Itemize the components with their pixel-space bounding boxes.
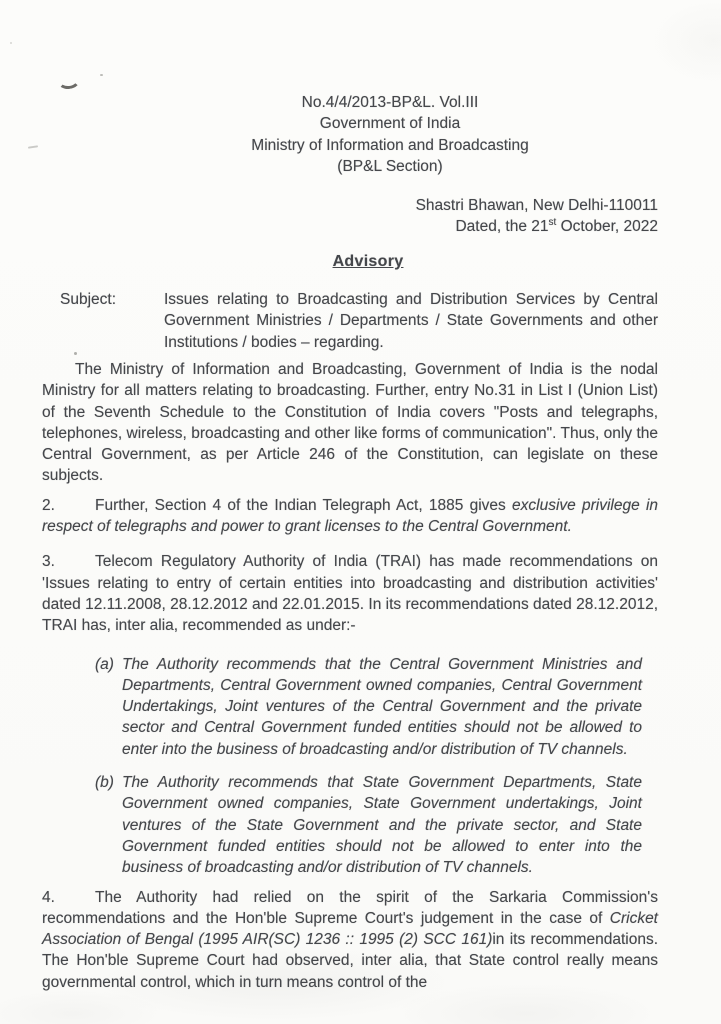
- reference-number: No.4/4/2013-BP&L. Vol.III: [301, 94, 479, 111]
- paragraph-2: [42, 495, 658, 538]
- scan-speck: [28, 145, 38, 148]
- paragraph-2-number: 2.: [42, 496, 55, 514]
- paragraph-4: [42, 887, 658, 993]
- date-suffix: October, 2022: [556, 218, 658, 236]
- address-line: Shastri Bhawan, New Delhi-110011: [415, 197, 658, 215]
- letter-content: [42, 92, 658, 993]
- recommendation-item-a: [95, 654, 642, 760]
- paragraph-3-text: Telecom Regulatory Authority of India (TRAI) has made recommendations on 'Issues relating to entry of certain entities into broadcasting and distribution activities' dated 12.11.2008, 28.12.2012 and 22.01.2015. In its recommendations dated 28.12.2012, TRAI has, inter alia, recommended as under:-: [42, 553, 658, 635]
- paragraph-1-text: The Ministry of Information and Broadcasting, Government of India is the nodal Ministry for all matters relating to broadcasting. Further, entry No.31 in List I (Union List) of the Seventh Schedule to the Constitution of India covers "Posts and telegraphs, telephones, wireless, broadcasting and other like forms of communication". Thus, only the Central Government, as per Article 246 of the Constitution, can legislate on these subjects.: [42, 360, 658, 485]
- item-a-label: (a): [95, 655, 114, 673]
- paragraph-3: [42, 551, 658, 636]
- document-title-row: [60, 251, 676, 272]
- paragraph-4-italic: Cricket Association of Bengal (1995 AIR(SC) 1236 :: 1995 (2) SCC 161): [42, 909, 658, 949]
- paragraph-4-text-2: in its recommendations. The Hon'ble Supreme Court had observed, inter alia, that State control really means governmental control, which in turn means control of the: [42, 931, 659, 991]
- section-name: (BP&L Section): [337, 157, 443, 175]
- paragraph-3-number: 3.: [42, 553, 55, 571]
- date-ordinal: st: [548, 217, 557, 229]
- recommendation-item-b: [95, 772, 642, 878]
- document-title: Advisory: [332, 252, 404, 270]
- subject-block: [42, 289, 658, 353]
- item-a-text: The Authority recommends that the Central Government Ministries and Departments, Central Government owned companies, Central Government Undertakings, Joint ventures of the Central Government and the private sector and Central Government funded entities should not be allowed to enter into the business of broadcasting and/or distribution of TV channels.: [122, 655, 642, 758]
- date-line: [42, 216, 658, 237]
- org-name: Government of India: [319, 115, 461, 133]
- paragraph-1: [42, 359, 658, 487]
- paragraph-2-italic: exclusive privilege in respect of telegraphs and power to grant licenses to the Central Government.: [42, 496, 659, 536]
- paragraph-4-number: 4.: [42, 888, 55, 906]
- item-b-text: The Authority recommends that State Government Departments, State Government owned companies, State Government undertakings, Joint ventures of the State Government and the private sector, and State Government funded entities should not be allowed to enter into the business of broadcasting and/or distribution of TV channels.: [122, 774, 642, 877]
- letterhead: [82, 92, 698, 177]
- scan-speck: [10, 42, 12, 44]
- date-prefix: Dated, the 21: [455, 218, 549, 236]
- item-b-label: (b): [95, 774, 114, 792]
- paragraph-4-text-1: The Authority had relied on the spirit of the Sarkaria Commission's recommendations and the Hon'ble Supreme Court's judgement in the case of: [42, 888, 658, 927]
- ministry-name: Ministry of Information and Broadcasting: [251, 136, 529, 154]
- subject-label: Subject:: [60, 291, 117, 309]
- subject-text: Issues relating to Broadcasting and Distribution Services by Central Government Ministries / Departments / State Governments and other Institutions / bodies – regarding.: [164, 291, 658, 351]
- scan-speck: [100, 74, 103, 76]
- address-date-block: [42, 195, 658, 238]
- handwritten-mark: [56, 70, 81, 90]
- paragraph-2-text: Further, Section 4 of the Indian Telegraph Act, 1885 gives: [95, 496, 513, 514]
